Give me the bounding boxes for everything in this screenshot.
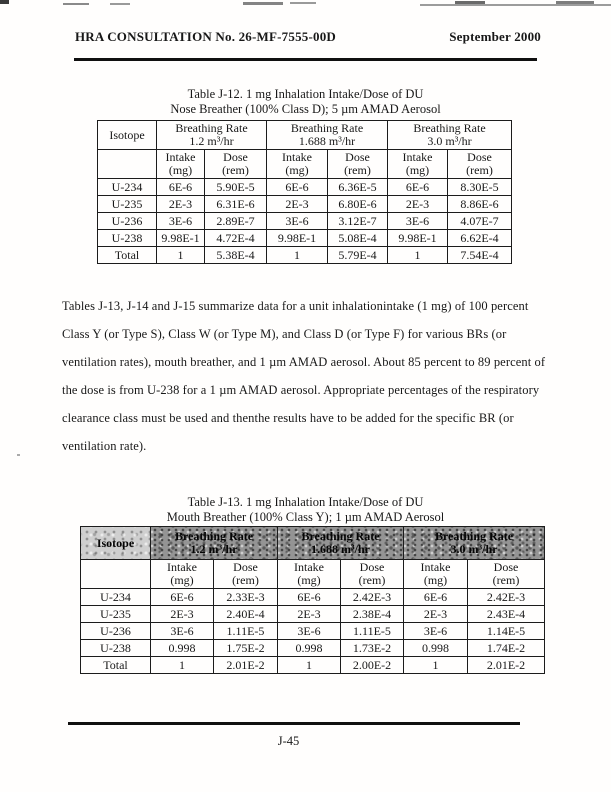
dose-cell: 1.11E-5 [341,623,404,640]
group-label: Breathing Rate [290,121,364,135]
dose-cell: 4.72E-4 [205,230,267,247]
dose-cell: 3.12E-7 [328,213,388,230]
isotope-cell: U-235 [98,196,157,213]
intake-cell: 6E-6 [157,179,205,196]
scan-noise [110,3,130,5]
dose-cell: 6.31E-6 [205,196,267,213]
intake-cell: 6E-6 [267,179,328,196]
intake-cell: 1 [278,657,341,674]
intake-cell: 3E-6 [388,213,448,230]
isotope-cell: Total [81,657,151,674]
header-rule [74,58,537,61]
dose-cell: 8.30E-5 [448,179,512,196]
intake-cell: 9.98E-1 [157,230,205,247]
table-j13 [80,526,545,674]
dose-cell: 1.14E-5 [468,623,545,640]
table-j12-title-line2: Nose Breather (100% Class D); 5 µm AMAD Aerosol [170,102,441,116]
dose-subheader-cell: Dose (rem) [328,150,388,179]
isotope-header-cell: Isotope [98,121,157,150]
dose-cell: 6.36E-5 [328,179,388,196]
intake-cell: 0.998 [278,640,341,657]
group-rate: 1.2 m³/hr [189,134,234,148]
isotope-cell: U-236 [98,213,157,230]
table-j13-subheader-row [81,560,545,589]
intake-cell: 0.998 [404,640,468,657]
breathing-rate-header-cell [267,121,388,150]
empty-cell [81,560,151,589]
breathing-rate-header-cell [388,121,512,150]
table-j13-title-line1: Table J-13. 1 mg Inhalation Intake/Dose of DU [187,495,424,509]
scan-noise [63,3,89,5]
intake-cell: 1 [267,247,328,264]
intake-cell: 2E-3 [278,606,341,623]
isotope-cell: U-234 [98,179,157,196]
paragraph-line: clearance class must be used and thenthe results have to be added for the specific BR (or [62,411,514,425]
paragraph-line: Tables J-13, J-14 and J-15 summarize data for a unit inhalationintake (1 mg) of 100 percent [62,299,529,313]
scan-noise [290,2,316,4]
table-row [98,230,512,247]
intake-cell: 3E-6 [267,213,328,230]
dose-cell: 2.33E-3 [214,589,278,606]
breathing-rate-header-cell [157,121,267,150]
dose-cell: 2.01E-2 [468,657,545,674]
report-number: HRA CONSULTATION No. 26-MF-7555-00D [75,29,336,44]
intake-subheader-cell: Intake (mg) [388,150,448,179]
dose-cell: 5.08E-4 [328,230,388,247]
intake-cell: 2E-3 [388,196,448,213]
page-number: J-45 [277,734,300,748]
intake-cell: 3E-6 [278,623,341,640]
group-rate: 1.688 m³/hr [298,134,356,148]
table-j12-title [0,87,611,117]
dose-cell: 4.07E-7 [448,213,512,230]
intake-cell: 3E-6 [157,213,205,230]
body-paragraph [62,292,602,460]
group-rate: 3.0 m³/hr [450,542,498,556]
intake-subheader-cell: Intake (mg) [404,560,468,589]
group-label: Breathing Rate [413,121,486,135]
dose-cell: 1.11E-5 [214,623,278,640]
group-rate: 1.688 m³/hr [311,542,370,556]
dose-cell: 2.42E-3 [468,589,545,606]
isotope-cell: U-238 [81,640,151,657]
breathing-rate-header-cell [151,527,278,560]
table-j12-title-line1: Table J-12. 1 mg Inhalation Intake/Dose of DU [187,87,424,101]
table-j12-subheader-row [98,150,512,179]
dose-subheader-cell: Dose (rem) [341,560,404,589]
table-total-row [98,247,512,264]
table-row [81,640,545,657]
table-j12 [97,120,512,264]
breathing-rate-header-cell [404,527,545,560]
intake-cell: 3E-6 [151,623,214,640]
intake-cell: 2E-3 [267,196,328,213]
dose-cell: 2.42E-3 [341,589,404,606]
table-j12-group-header-row [98,121,512,150]
intake-cell: 3E-6 [404,623,468,640]
intake-cell: 9.98E-1 [388,230,448,247]
dose-cell: 5.90E-5 [205,179,267,196]
intake-cell: 6E-6 [404,589,468,606]
intake-cell: 2E-3 [157,196,205,213]
table-row [81,623,545,640]
intake-cell: 6E-6 [151,589,214,606]
group-rate: 1.2 m³/hr [190,542,238,556]
dose-subheader-cell: Dose (rem) [205,150,267,179]
intake-cell: 6E-6 [388,179,448,196]
scan-noise [556,1,594,4]
isotope-cell: U-234 [81,589,151,606]
scan-noise [420,4,611,6]
intake-cell: 1 [388,247,448,264]
paragraph-line: the dose is from U-238 for a 1 µm AMAD aerosol. Appropriate percentages of the respiratory [62,383,540,397]
isotope-cell: U-238 [98,230,157,247]
group-rate: 3.0 m³/hr [427,134,472,148]
intake-cell: 1 [404,657,468,674]
scan-noise [243,2,283,5]
dose-cell: 5.79E-4 [328,247,388,264]
group-label: Breathing Rate [301,529,380,543]
table-row [81,606,545,623]
group-label: Breathing Rate [434,529,514,543]
dose-cell: 6.80E-6 [328,196,388,213]
table-total-row [81,657,545,674]
dose-cell: 5.38E-4 [205,247,267,264]
dose-subheader-cell: Dose (rem) [214,560,278,589]
dose-subheader-cell: Dose (rem) [468,560,545,589]
report-date: September 2000 [449,29,541,44]
dose-subheader-cell: Dose (rem) [448,150,512,179]
intake-subheader-cell: Intake (mg) [267,150,328,179]
table-row [81,589,545,606]
dose-cell: 2.43E-4 [468,606,545,623]
isotope-header-cell: Isotope [81,527,151,560]
dose-cell: 7.54E-4 [448,247,512,264]
table-j13-group-header-row [81,527,545,560]
dose-cell: 2.01E-2 [214,657,278,674]
intake-cell: 6E-6 [278,589,341,606]
table-row [98,179,512,196]
isotope-cell: U-235 [81,606,151,623]
scan-noise [17,454,20,456]
intake-cell: 0.998 [151,640,214,657]
table-j13-title-line2: Mouth Breather (100% Class Y); 1 µm AMAD Aerosol [166,510,445,524]
dose-cell: 1.74E-2 [468,640,545,657]
dose-cell: 2.89E-7 [205,213,267,230]
empty-cell [98,150,157,179]
intake-cell: 1 [151,657,214,674]
scan-noise [0,0,9,4]
intake-cell: 2E-3 [151,606,214,623]
intake-cell: 9.98E-1 [267,230,328,247]
table-row [98,213,512,230]
paragraph-line: ventilation rates), mouth breather, and 1 µm AMAD aerosol. About 85 percent to 89 percent of [62,355,546,369]
table-j13-title [0,495,611,525]
scan-noise [455,1,485,4]
paragraph-line: Class Y (or Type S), Class W (or Type M), and Class D (or Type F) for various BRs (or [62,327,507,341]
page-header [75,29,541,45]
breathing-rate-header-cell [278,527,404,560]
intake-cell: 2E-3 [404,606,468,623]
intake-subheader-cell: Intake (mg) [151,560,214,589]
isotope-cell: U-236 [81,623,151,640]
dose-cell: 6.62E-4 [448,230,512,247]
dose-cell: 8.86E-6 [448,196,512,213]
intake-subheader-cell: Intake (mg) [278,560,341,589]
dose-cell: 2.00E-2 [341,657,404,674]
dose-cell: 1.75E-2 [214,640,278,657]
footer-rule [68,722,520,725]
table-row [98,196,512,213]
dose-cell: 2.40E-4 [214,606,278,623]
dose-cell: 2.38E-4 [341,606,404,623]
intake-cell: 1 [157,247,205,264]
isotope-cell: Total [98,247,157,264]
intake-subheader-cell: Intake (mg) [157,150,205,179]
group-label: Breathing Rate [175,121,248,135]
paragraph-line: ventilation rate). [62,439,147,453]
dose-cell: 1.73E-2 [341,640,404,657]
group-label: Breathing Rate [174,529,254,543]
